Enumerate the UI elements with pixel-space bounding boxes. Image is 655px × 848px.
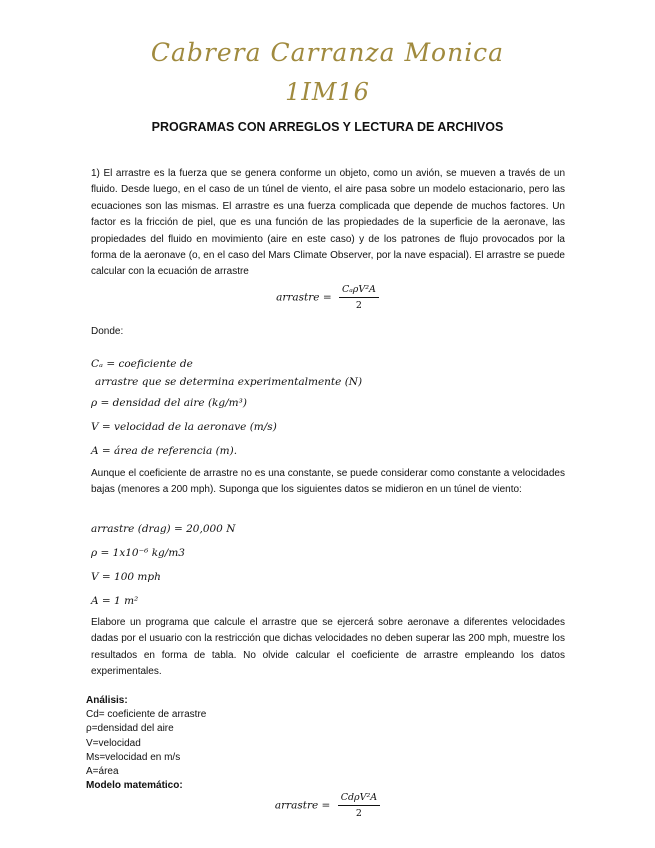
- model-heading: Modelo matemático:: [86, 780, 183, 791]
- paragraph-task: Elabore un programa que calcule el arrastre que se ejercerá sobre aeronave a diferentes velocidades dadas por el usuario con la restricción que dichas velocidades no deben superar las 200 mph, muestre los resultados en forma de tabla. No olvide calcular el coeficiente de arrastre empleando los datos experimentales.: [91, 617, 565, 678]
- data-rho: ρ = 1x10⁻⁶ kg/m3: [91, 547, 185, 559]
- analysis-line: A=área: [86, 766, 119, 777]
- equation-lhs: arrastre =: [276, 291, 332, 304]
- analysis-heading: Análisis:: [86, 695, 128, 706]
- analysis-line: V=velocidad: [86, 738, 141, 749]
- equation-numerator: CdρV²A: [338, 792, 380, 806]
- equation-fraction: [338, 792, 380, 819]
- equation-fraction: [339, 284, 379, 311]
- data-velocity: V = 100 mph: [91, 571, 161, 583]
- definition-a: A = área de referencia (m).: [91, 445, 238, 457]
- definition-cd: Cₐ = coeficiente de: [91, 358, 193, 370]
- analysis-line: Cd= coeficiente de arrastre: [86, 709, 207, 720]
- equation-numerator: CₐρV²A: [339, 284, 379, 298]
- drag-equation: [0, 284, 655, 311]
- data-drag: arrastre (drag) = 20,000 N: [91, 523, 236, 535]
- group-code: 1IM16: [285, 78, 370, 106]
- analysis-line: ρ=densidad del aire: [86, 723, 174, 734]
- intro-paragraph: 1) El arrastre es la fuerza que se genera conforme un objeto, como un avión, se mueven a través de un fluido. Desde luego, en el caso de un túnel de viento, el aire pasa sobre un modelo estacionario, pero las ecuaciones son las mismas. El arrastre es una fuerza complicada que depende de muchos factores. Un factor es la fricción de piel, que es una función de las propiedades de la superficie de la aeronave, las propiedades del fluido en movimiento (aire en este caso) y de los patrones de flujo provocados por la forma de la aeronave (o, en el caso del Mars Climate Observer, por la nave espacial). El arrastre se puede calcular con la ecuación de arrastre: [91, 168, 565, 278]
- donde-label: Donde:: [91, 326, 124, 337]
- analysis-line: Ms=velocidad en m/s: [86, 752, 181, 763]
- equation-lhs: arrastre =: [274, 799, 331, 812]
- paragraph-conditions: Aunque el coeficiente de arrastre no es una constante, se puede considerar como constante a velocidades bajas (menores a 200 mph). Suponga que los siguientes datos se midieron en un túnel de viento:: [91, 468, 565, 496]
- equation-denominator: 2: [355, 808, 362, 819]
- page-title: PROGRAMAS CON ARREGLOS Y LECTURA DE ARCHIVOS: [151, 120, 504, 134]
- definition-v: V = velocidad de la aeronave (m/s): [91, 421, 277, 433]
- drag-equation-model: [0, 792, 655, 819]
- data-area: A = 1 m²: [91, 595, 139, 607]
- author-name: Cabrera Carranza Monica: [150, 38, 505, 67]
- definition-rho: ρ = densidad del aire (kg/m³): [91, 397, 247, 409]
- definition-cd-cont: arrastre que se determina experimentalmente (N): [95, 376, 363, 388]
- equation-denominator: 2: [355, 300, 362, 311]
